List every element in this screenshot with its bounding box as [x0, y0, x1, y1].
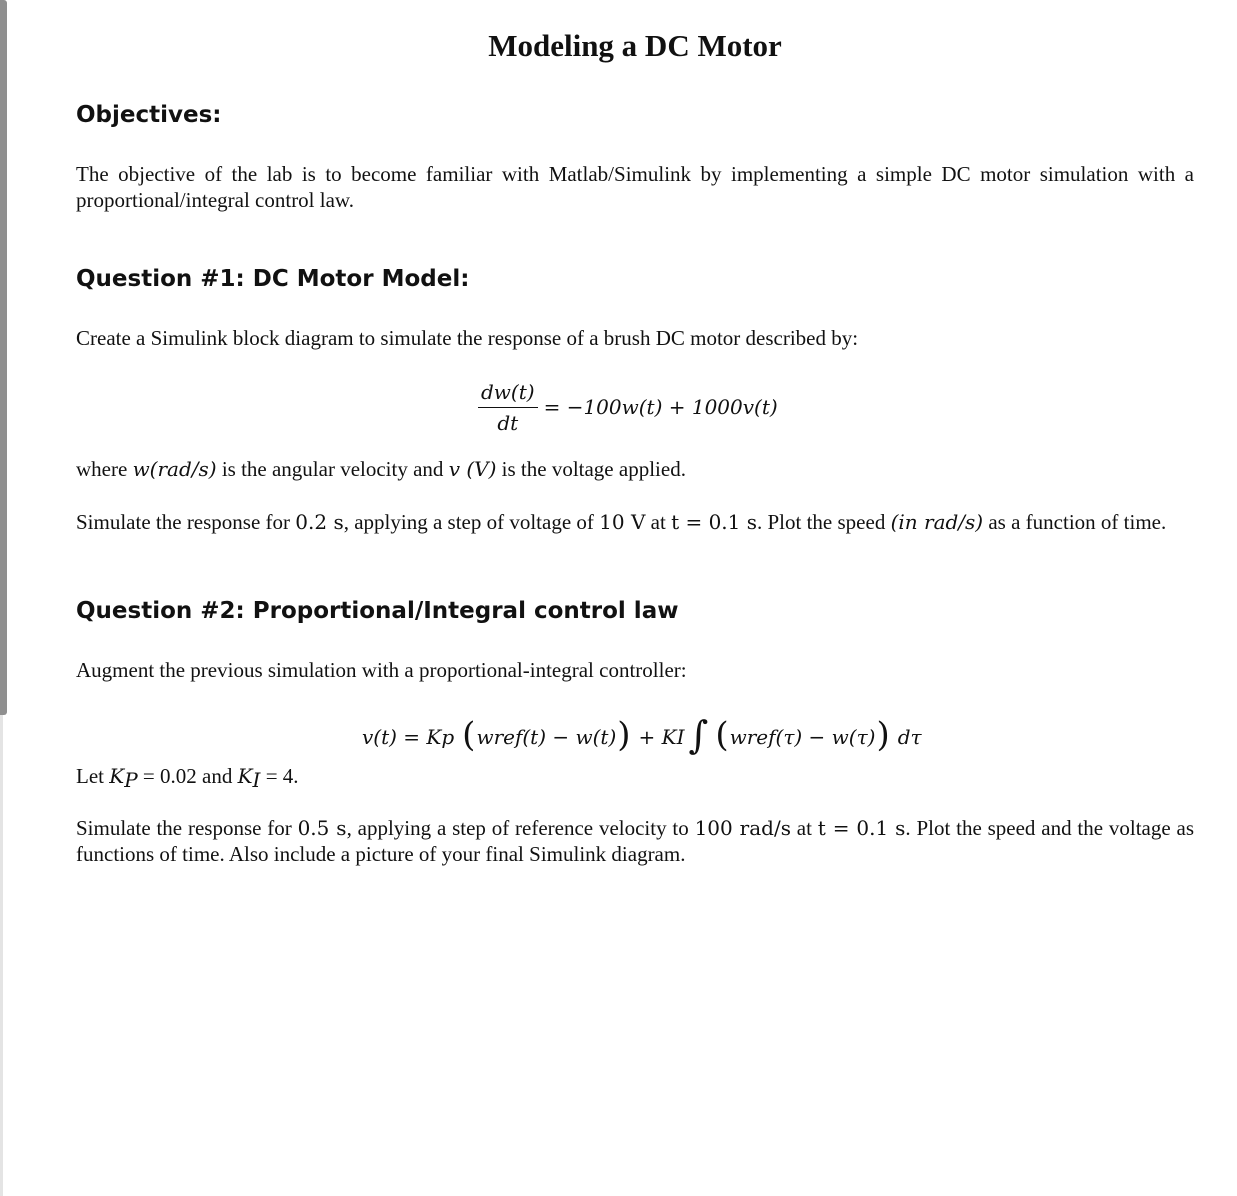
objectives-heading: Objectives: — [76, 102, 222, 128]
equation-rhs: = −100w(t) + 1000v(t) — [543, 395, 778, 419]
scrollbar-thumb[interactable] — [0, 0, 7, 715]
left-paren: ( — [462, 715, 476, 755]
question-2-heading: Question #2: Proportional/Integral control law — [76, 598, 679, 624]
eq-error-t: (t) − w(t) — [522, 725, 617, 749]
sim2-text-1: Simulate the response for — [76, 816, 298, 840]
eq-ref-subscript-2: ref — [746, 725, 776, 749]
page-title: Modeling a DC Motor — [488, 28, 782, 63]
let-text-1: Let — [76, 764, 110, 788]
eq-plus-ki: + K — [638, 725, 677, 749]
question-1-heading: Question #1: DC Motor Model: — [76, 266, 470, 292]
where-w-symbol: w(rad/s) — [132, 457, 217, 481]
where-text-3: is the voltage applied. — [496, 457, 686, 481]
scrollbar-track[interactable] — [0, 715, 3, 1196]
sim1-text-4: . Plot the speed — [757, 510, 891, 534]
sim2-text-3: at — [790, 816, 818, 840]
fraction-denominator: dt — [497, 410, 519, 435]
sim1-time: 0.2 s — [295, 510, 344, 534]
sim1-text-2: , applying a step of voltage of — [343, 510, 600, 534]
let-ki: K — [237, 764, 253, 788]
let-text-3: = 4. — [260, 764, 299, 788]
let-kp-subscript: P — [124, 768, 138, 792]
where-v-symbol: v (V) — [448, 457, 497, 481]
derivative-fraction — [478, 380, 538, 435]
eq-w-ref-1: w — [476, 725, 494, 749]
sim1-voltage: 10 V — [599, 510, 646, 534]
eq-w-ref-2: w — [729, 725, 747, 749]
sim1-unit: (in rad/s) — [890, 510, 984, 534]
eq-kp-subscript: p — [441, 725, 455, 749]
sim2-text-2: , applying a step of reference velocity to — [346, 816, 695, 840]
gain-values — [76, 763, 299, 793]
eq-ref-subscript-1: ref — [493, 725, 523, 749]
integral-sign: ∫ — [688, 713, 709, 757]
eq-v-of-t: v(t) = K — [362, 725, 442, 749]
left-paren-2: ( — [715, 715, 729, 755]
let-kp: K — [109, 764, 125, 788]
sim1-text-5: as a function of time. — [983, 510, 1167, 534]
question-2-simulation-text — [76, 815, 1194, 867]
sim2-text-4: . Plot the speed and the voltage as functions of time. Also include a picture of your final Simulink diagram. — [76, 816, 1194, 866]
let-ki-subscript: I — [252, 768, 261, 792]
fraction-numerator: dw(t) — [478, 380, 538, 408]
sim2-step-time: t = 0.1 s — [817, 816, 906, 840]
sim1-text-1: Simulate the response for — [76, 510, 296, 534]
question-1-simulation-text — [76, 509, 1194, 535]
eq-error-tau: (τ) − w(τ) — [775, 725, 876, 749]
sim2-time: 0.5 s — [297, 816, 347, 840]
let-text-2: = 0.02 and — [137, 764, 238, 788]
eq-ki-subscript: I — [676, 725, 685, 749]
right-paren: ) — [617, 715, 631, 755]
right-paren-2: ) — [876, 715, 890, 755]
variable-definitions — [76, 456, 686, 482]
objectives-text: The objective of the lab is to become familiar with Matlab/Simulink by implementing a simple DC motor simulation with a proportional/integral control law. — [76, 162, 1194, 212]
question-2-intro: Augment the previous simulation with a proportional-integral controller: — [76, 658, 687, 682]
question-1-intro: Create a Simulink block diagram to simulate the response of a brush DC motor described by: — [76, 326, 859, 350]
eq-dtau: dτ — [897, 725, 922, 749]
motor-equation — [478, 377, 778, 437]
sim2-velocity: 100 rad/s — [694, 816, 791, 840]
sim1-step-time: t = 0.1 s — [671, 510, 757, 534]
where-text-1: where — [76, 457, 133, 481]
where-text-2: is the angular velocity and — [216, 457, 449, 481]
sim1-text-3: at — [645, 510, 672, 534]
pi-control-equation — [362, 712, 922, 762]
